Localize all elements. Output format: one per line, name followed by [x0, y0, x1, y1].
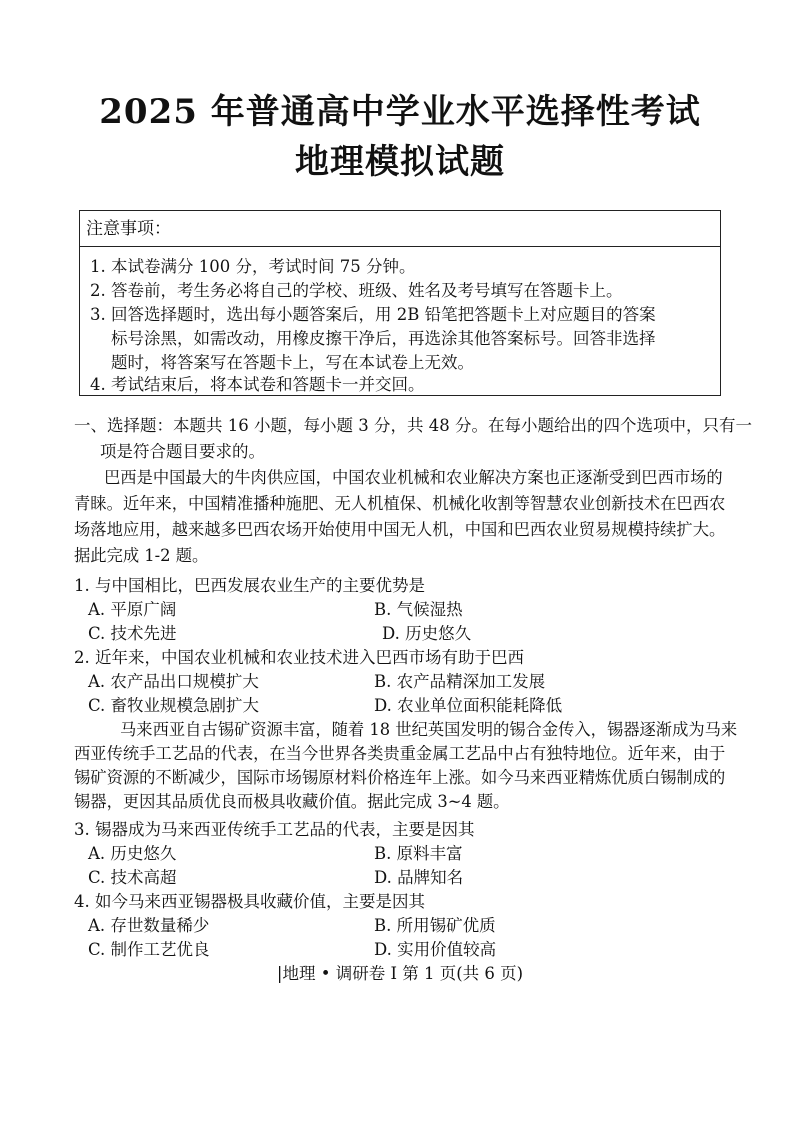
- notice-item-3: 3. 回答选择题时，选出每小题答案后，用 2B 铅笔把答题卡上对应题目的答案: [90, 305, 656, 324]
- q1-option-d: D. 历史悠久: [382, 624, 472, 643]
- q3-option-d: D. 品牌知名: [374, 868, 464, 887]
- question-3-stem: 3. 锡器成为马来西亚传统手工艺品的代表，主要是因其: [74, 820, 475, 839]
- passage-line: 西亚传统手工艺品的代表，在当今世界各类贵重金属工艺品中占有独特地位。近年来，由于: [74, 744, 726, 763]
- notice-box: [79, 210, 721, 396]
- passage-line: 青睐。近年来，中国精准播种施肥、无人机植保、机械化收割等智慧农业创新技术在巴西农: [74, 494, 726, 513]
- passage-line: 锡矿资源的不断减少，国际市场锡原材料价格连年上涨。如今马来西亚精炼优质白锡制成的: [74, 768, 726, 787]
- notice-item-4: 4. 考试结束后，将本试卷和答题卡一并交回。: [90, 375, 425, 394]
- q2-option-a: A. 农产品出口规模扩大: [88, 672, 259, 691]
- q4-option-c: C. 制作工艺优良: [88, 940, 210, 959]
- q3-option-b: B. 原料丰富: [374, 844, 463, 863]
- question-1-stem: 1. 与中国相比，巴西发展农业生产的主要优势是: [74, 576, 425, 595]
- q4-option-d: D. 实用价值较高: [374, 940, 497, 959]
- notice-heading: 注意事项：: [80, 211, 720, 247]
- q2-option-d: D. 农业单位面积能耗降低: [374, 696, 563, 715]
- section-intro: 一、选择题：本题共 16 小题，每小题 3 分，共 48 分。在每小题给出的四个选项中，只有一: [74, 416, 752, 435]
- notice-item-1: 1. 本试卷满分 100 分，考试时间 75 分钟。: [90, 257, 416, 276]
- q3-option-c: C. 技术高超: [88, 868, 177, 887]
- q2-option-b: B. 农产品精深加工发展: [374, 672, 546, 691]
- q1-option-b: B. 气候湿热: [374, 600, 463, 619]
- exam-title: 2025 年普通高中学业水平选择性考试: [99, 92, 701, 132]
- notice-item-3-cont: 题时，将答案写在答题卡上，写在本试卷上无效。: [111, 353, 474, 372]
- q4-option-a: A. 存世数量稀少: [88, 916, 210, 935]
- q4-option-b: B. 所用锡矿优质: [374, 916, 496, 935]
- question-4-stem: 4. 如今马来西亚锡器极具收藏价值，主要是因其: [74, 892, 425, 911]
- passage-line: 锡器，更因其品质优良而极具收藏价值。据此完成 3~4 题。: [74, 792, 510, 811]
- question-2-stem: 2. 近年来，中国农业机械和农业技术进入巴西市场有助于巴西: [74, 648, 524, 667]
- q3-option-a: A. 历史悠久: [88, 844, 177, 863]
- passage-line: 场落地应用，越来越多巴西农场开始使用中国无人机，中国和巴西农业贸易规模持续扩大。: [74, 520, 726, 539]
- q1-option-a: A. 平原广阔: [88, 600, 177, 619]
- passage-line: 据此完成 1-2 题。: [74, 546, 209, 565]
- notice-item-2: 2. 答卷前，考生务必将自己的学校、班级、姓名及考号填写在答题卡上。: [90, 281, 623, 300]
- section-intro-cont: 项是符合题目要求的。: [100, 442, 265, 461]
- passage-line: 巴西是中国最大的牛肉供应国，中国农业机械和农业解决方案也正逐渐受到巴西市场的: [104, 468, 723, 487]
- q2-option-c: C. 畜牧业规模急剧扩大: [88, 696, 260, 715]
- q1-option-c: C. 技术先进: [88, 624, 177, 643]
- passage-line: 马来西亚自古锡矿资源丰富，随着 18 世纪英国发明的锡合金传入，锡器逐渐成为马来: [120, 720, 738, 739]
- page-footer: |地理 • 调研卷 I 第 1 页(共 6 页): [276, 964, 524, 983]
- notice-item-3-cont: 标号涂黑，如需改动，用橡皮擦干净后，再选涂其他答案标号。回答非选择: [111, 329, 656, 348]
- exam-subtitle: 地理模拟试题: [295, 142, 505, 182]
